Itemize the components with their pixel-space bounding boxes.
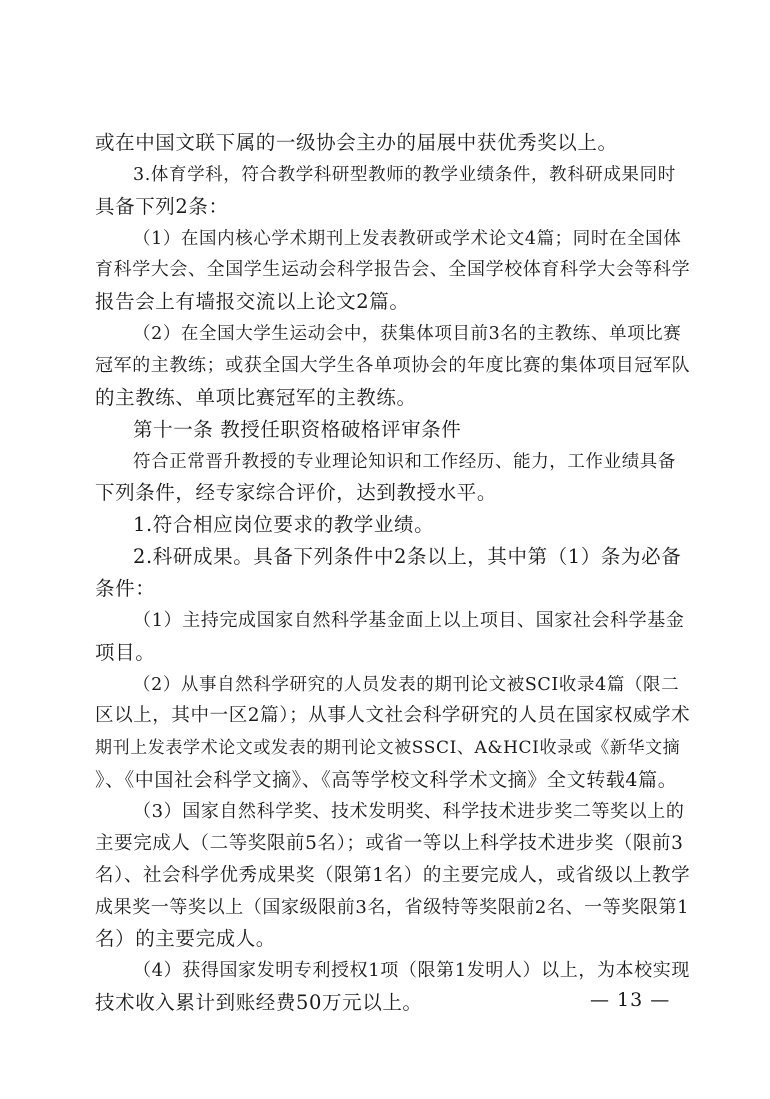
body-line: 的主教练、单项比赛冠军的主教练。 — [95, 386, 417, 409]
body-line: 或在中国文联下属的一级协会主办的届展中获优秀奖以上。 — [95, 131, 618, 154]
body-line: 期刊上发表学术论文或发表的期刊论文被SSCI、A&HCI收录或《新华文摘 — [95, 738, 681, 758]
body-line: 下列条件，经专家综合评价，达到教授水平。 — [95, 481, 498, 504]
body-line: 具备下列2条： — [95, 195, 229, 218]
body-line: （4）获得国家发明专利授权1项（限第1发明人）以上，为本校实现 — [133, 960, 690, 981]
body-line: 主要完成人（二等奖限前5名）；或省一等以上科学技术进步奖（限前3 — [95, 833, 684, 854]
body-line: 3.体育学科，符合教学科研型教师的教学业绩条件，教科研成果同时 — [133, 165, 676, 185]
body-line: 成果奖一等奖以上（国家级限前3名，省级特等奖限前2名、一等奖限第1 — [95, 897, 690, 918]
body-line: 项目。 — [95, 641, 156, 664]
body-line: 冠军的主教练；或获全国大学生各单项协会的年度比赛的集体项目冠军队 — [95, 355, 691, 376]
body-line: 》、《中国社会科学文摘》、《高等学校文科学术文摘》全文转载4篇。 — [95, 769, 678, 791]
page-number: — 13 — — [590, 989, 671, 1011]
body-line: （2）从事自然科学研究的人员发表的期刊论文被SCI收录4篇（限二 — [133, 675, 680, 695]
section-heading: 第十一条 教授任职资格破格评审条件 — [133, 418, 462, 441]
body-line: 名）、社会科学优秀成果奖（限第1名）的主要完成人，或省级以上教学 — [95, 865, 691, 886]
body-line: 区以上，其中一区2篇）；从事人文社会科学研究的人员在国家权威学术 — [95, 705, 691, 726]
body-line: 名）的主要完成人。 — [95, 927, 276, 950]
body-line: 2.科研成果。具备下列条件中2条以上，其中第（1）条为必备 — [133, 545, 682, 568]
body-line: 育科学大会、全国学生运动会科学报告会、全国学校体育科学大会等科学 — [95, 259, 691, 280]
body-line: （1）在国内核心学术期刊上发表教研或学术论文4篇；同时在全国体 — [133, 229, 682, 249]
body-line: 报告会上有墙报交流以上论文2篇。 — [95, 290, 410, 313]
body-line: 符合正常晋升教授的专业理论知识和工作经历、能力，工作业绩具备 — [133, 452, 676, 472]
body-line: 技术收入累计到账经费50万元以上。 — [95, 991, 423, 1014]
body-line: 条件： — [95, 577, 156, 600]
body-line: （3）国家自然科学奖、技术发明奖、科学技术进步奖二等奖以上的 — [133, 801, 685, 822]
body-line: 1.符合相应岗位要求的教学业绩。 — [133, 513, 435, 536]
body-line: （1）主持完成国家自然科学基金面上以上项目、国家社会科学基金 — [133, 610, 685, 631]
body-line: （2）在全国大学生运动会中，获集体项目前3名的主教练、单项比赛 — [133, 324, 682, 344]
